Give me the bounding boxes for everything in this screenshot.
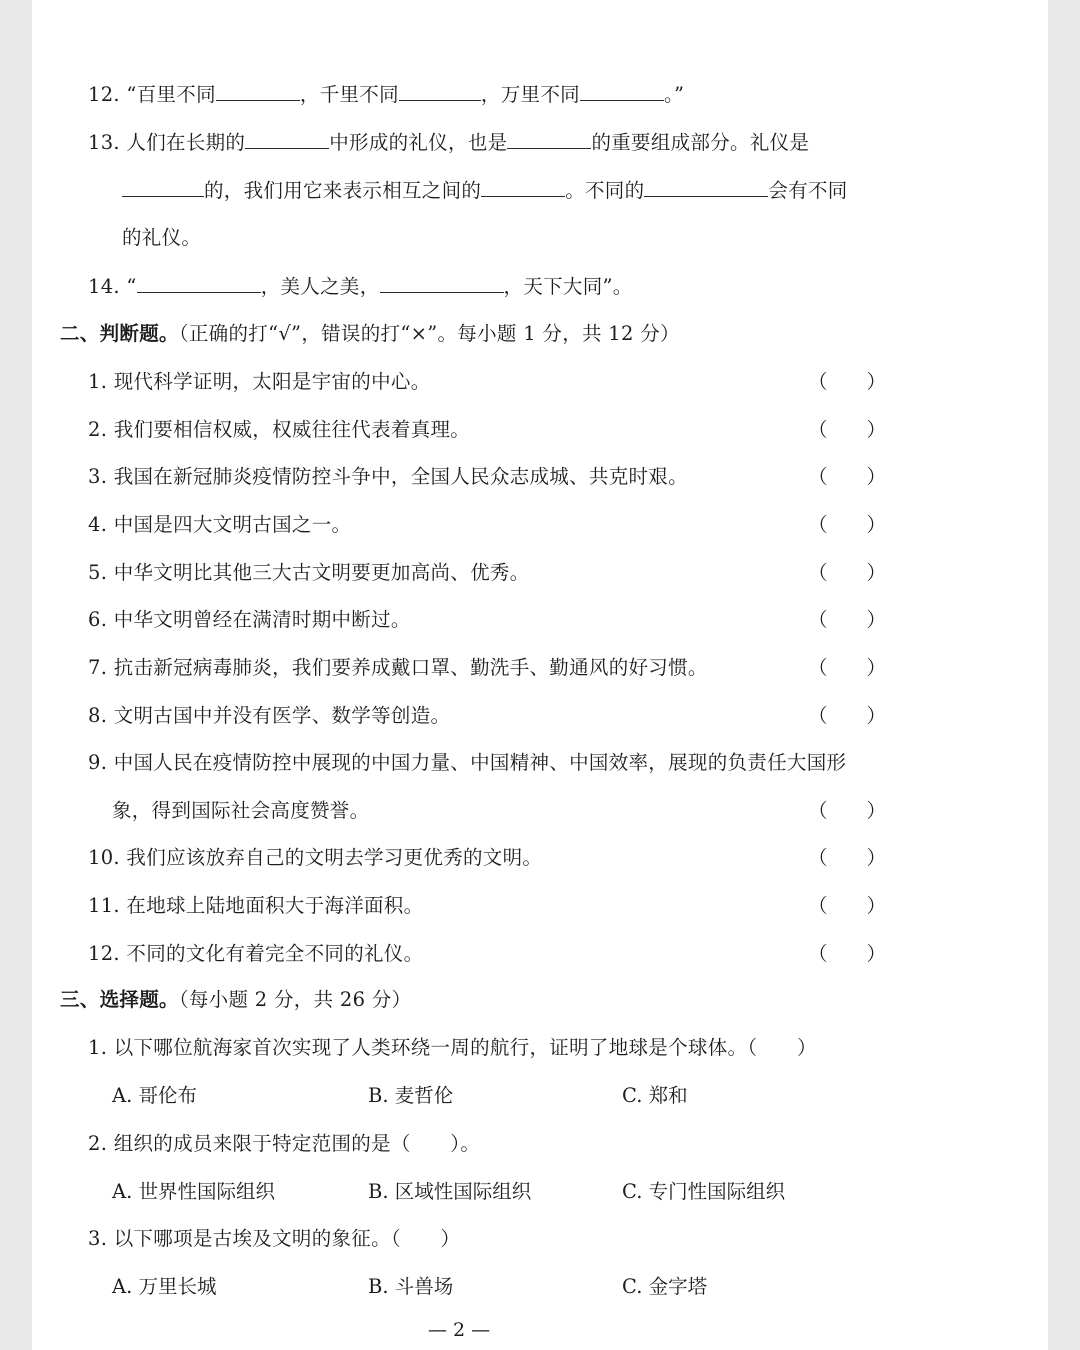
fill-in-question-12 [88, 80, 684, 109]
true-false-item: 象，得到国际社会高度赞誉。 [112, 799, 370, 822]
answer-blank[interactable] [137, 272, 261, 293]
choice-option[interactable]: C. 郑和 [622, 1084, 688, 1107]
answer-parentheses[interactable]: （ ） [808, 561, 887, 584]
choice-question-stem: 1. 以下哪位航海家首次实现了人类环绕一周的航行，证明了地球是个球体。（ ） [88, 1036, 817, 1059]
question-number: 12. [88, 83, 120, 106]
section-instructions: （正确的打“√”，错误的打“×”。每小题 1 分，共 12 分） [178, 322, 680, 345]
question-text: ，美人之美， [260, 275, 380, 298]
answer-blank[interactable] [644, 176, 768, 197]
fill-in-question-13-line-2 [122, 176, 848, 205]
answer-parentheses[interactable]: （ ） [808, 608, 887, 631]
answer-parentheses[interactable]: （ ） [808, 942, 887, 965]
question-text: 中形成的礼仪，也是 [329, 131, 508, 154]
answer-parentheses[interactable]: （ ） [808, 465, 887, 488]
question-text: 。不同的 [565, 179, 645, 202]
answer-blank[interactable] [245, 128, 329, 149]
question-number: 13. [88, 131, 120, 154]
true-false-item: 8. 文明古国中并没有医学、数学等创造。 [88, 704, 451, 727]
answer-parentheses[interactable]: （ ） [808, 799, 887, 822]
question-text: 的，我们用它来表示相互之间的 [204, 179, 482, 202]
true-false-item: 4. 中国是四大文明古国之一。 [88, 513, 352, 536]
section-title-multiple-choice [60, 986, 411, 1014]
answer-parentheses[interactable]: （ ） [808, 704, 887, 727]
section-instructions: （每小题 2 分，共 26 分） [178, 988, 412, 1011]
choice-option[interactable]: C. 金字塔 [622, 1275, 708, 1298]
question-text: 。” [663, 83, 685, 106]
question-text: 的礼仪。 [122, 226, 202, 249]
answer-parentheses[interactable]: （ ） [808, 656, 887, 679]
question-text: “ [126, 275, 137, 298]
fill-in-question-13-line-3 [122, 224, 201, 252]
true-false-item: 3. 我国在新冠肺炎疫情防控斗争中，全国人民众志成城、共克时艰。 [88, 465, 688, 488]
question-text: “百里不同 [126, 83, 216, 106]
true-false-item: 2. 我们要相信权威，权威往往代表着真理。 [88, 418, 471, 441]
answer-blank[interactable] [122, 176, 204, 197]
true-false-item: 7. 抗击新冠病毒肺炎，我们要养成戴口罩、勤洗手、勤通风的好习惯。 [88, 656, 708, 679]
exam-page [32, 0, 1048, 1350]
choice-option[interactable]: B. 斗兽场 [368, 1275, 454, 1298]
question-text: ，千里不同 [299, 83, 399, 106]
choice-question-stem: 3. 以下哪项是古埃及文明的象征。（ ） [88, 1227, 461, 1250]
true-false-item: 12. 不同的文化有着完全不同的礼仪。 [88, 942, 424, 965]
true-false-item: 9. 中国人民在疫情防控中展现的中国力量、中国精神、中国效率，展现的负责任大国形 [88, 751, 847, 774]
true-false-item: 5. 中华文明比其他三大古文明要更加高尚、优秀。 [88, 561, 530, 584]
true-false-item: 11. 在地球上陆地面积大于海洋面积。 [88, 894, 424, 917]
answer-parentheses[interactable]: （ ） [808, 513, 887, 536]
choice-question-stem: 2. 组织的成员来限于特定范围的是（ ）。 [88, 1132, 481, 1155]
question-text: 会有不同 [768, 179, 848, 202]
page-number: — 2 — [428, 1319, 491, 1341]
section-title-true-false [60, 320, 680, 348]
answer-blank[interactable] [399, 80, 481, 101]
answer-parentheses[interactable]: （ ） [808, 370, 887, 393]
answer-blank[interactable] [507, 128, 591, 149]
choice-option[interactable]: A. 哥伦布 [112, 1084, 197, 1107]
answer-parentheses[interactable]: （ ） [808, 846, 887, 869]
choice-option[interactable]: B. 麦哲伦 [368, 1084, 454, 1107]
fill-in-question-14 [88, 272, 633, 301]
section-heading: 三、选择题。 [60, 988, 179, 1011]
question-text: 的重要组成部分。礼仪是 [591, 131, 810, 154]
section-heading: 二、判断题。 [60, 322, 179, 345]
choice-option[interactable]: C. 专门性国际组织 [622, 1180, 786, 1203]
choice-option[interactable]: A. 世界性国际组织 [112, 1180, 275, 1203]
choice-option[interactable]: A. 万里长城 [112, 1275, 217, 1298]
fill-in-question-13-line-1 [88, 128, 809, 157]
question-text: ，天下大同”。 [503, 275, 633, 298]
question-text: 人们在长期的 [126, 131, 246, 154]
question-text: ，万里不同 [480, 83, 580, 106]
answer-blank[interactable] [380, 272, 504, 293]
answer-parentheses[interactable]: （ ） [808, 894, 887, 917]
true-false-item: 6. 中华文明曾经在满清时期中断过。 [88, 608, 411, 631]
true-false-item: 1. 现代科学证明，太阳是宇宙的中心。 [88, 370, 431, 393]
choice-option[interactable]: B. 区域性国际组织 [368, 1180, 532, 1203]
answer-parentheses[interactable]: （ ） [808, 418, 887, 441]
true-false-item: 10. 我们应该放弃自己的文明去学习更优秀的文明。 [88, 846, 543, 869]
answer-blank[interactable] [216, 80, 300, 101]
answer-blank[interactable] [580, 80, 664, 101]
answer-blank[interactable] [481, 176, 565, 197]
question-number: 14. [88, 275, 120, 298]
